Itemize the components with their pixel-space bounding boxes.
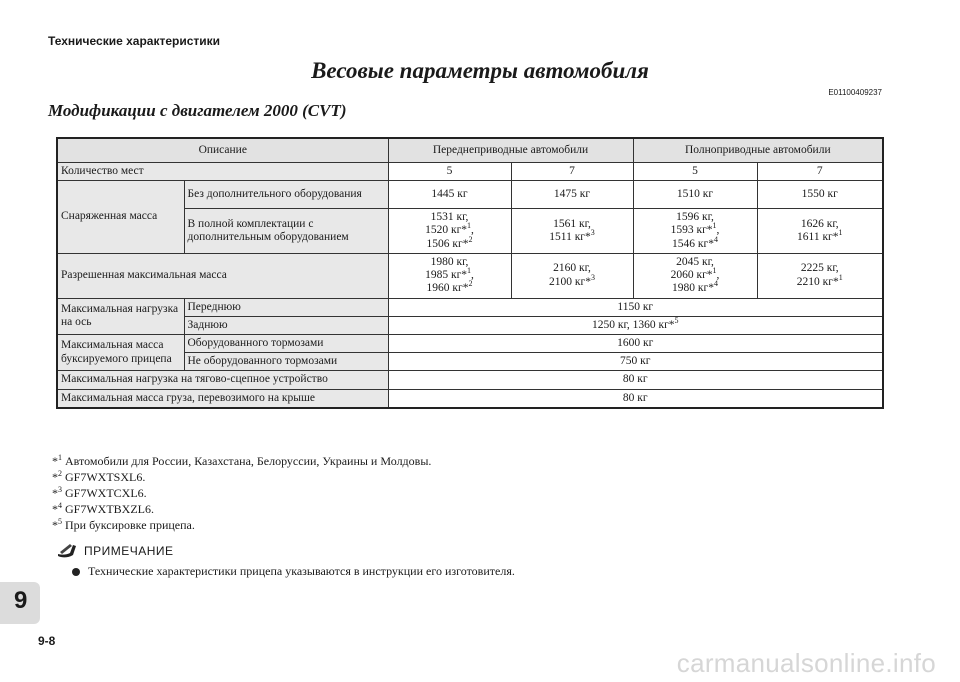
axle-rear-label: Заднюю bbox=[184, 316, 388, 334]
trailer-braked-label: Оборудованного тормозами bbox=[184, 334, 388, 352]
page-title: Весовые параметры автомобиля bbox=[311, 58, 649, 83]
table-row bbox=[57, 298, 883, 316]
curb-full-v2: 1561 кг, 1511 кг*$^3$ bbox=[511, 209, 633, 254]
curb-full-v3: 1596 кг, 1593 кг*$^1$, 1546 кг*$^4$ bbox=[633, 209, 757, 254]
footnotes bbox=[52, 453, 431, 533]
section-subtitle: Модификации с двигателем 2000 (CVT) bbox=[48, 101, 347, 120]
watermark: carmanualsonline.info bbox=[676, 648, 936, 678]
doc-code: E01100409237 bbox=[828, 88, 882, 97]
trailer-mass-label: Максимальная масса буксируемого прицепа bbox=[57, 334, 184, 370]
page-number: 9-8 bbox=[38, 634, 56, 648]
axle-front-label: Переднюю bbox=[184, 298, 388, 316]
table-row bbox=[57, 181, 883, 209]
seats-awd-5: 5 bbox=[633, 163, 757, 181]
table-row bbox=[57, 253, 883, 298]
curb-base-v3: 1510 кг bbox=[633, 181, 757, 209]
note-heading: ПРИМЕЧАНИЕ bbox=[56, 543, 174, 559]
footnote: *$^4$ GF7WXTBXZL6. bbox=[52, 501, 154, 516]
footnote: *$^2$ GF7WXTSXL6. bbox=[52, 469, 146, 484]
seats-fwd-5: 5 bbox=[388, 163, 511, 181]
header-fwd: Переднеприводные автомобили bbox=[388, 138, 633, 163]
table-row bbox=[57, 389, 883, 408]
curb-base-v2: 1475 кг bbox=[511, 181, 633, 209]
gross-v3: 2045 кг, 2060 кг*$^1$, 1980 кг*$^4$ bbox=[633, 253, 757, 298]
seats-awd-7: 7 bbox=[757, 163, 883, 181]
header-awd: Полноприводные автомобили bbox=[633, 138, 883, 163]
seats-label: Количество мест bbox=[57, 163, 388, 181]
gross-v2: 2160 кг, 2100 кг*$^3$ bbox=[511, 253, 633, 298]
footnote: *$^1$ Автомобили для России, Казахстана, Белоруссии, Украины и Молдовы. bbox=[52, 453, 432, 468]
chapter-tab: 9 bbox=[0, 582, 40, 624]
gross-v4: 2225 кг, 2210 кг*$^1$ bbox=[757, 253, 883, 298]
curb-full-label: В полной комплектации с дополнительным оборудованием bbox=[184, 209, 388, 254]
seats-fwd-7: 7 bbox=[511, 163, 633, 181]
trailer-unbraked-label: Не оборудованного тормозами bbox=[184, 353, 388, 371]
curb-full-v1: 1531 кг, 1520 кг*$^1$, 1506 кг*$^2$ bbox=[388, 209, 511, 254]
roof-load-value: 80 кг bbox=[388, 389, 883, 408]
hitch-load-value: 80 кг bbox=[388, 371, 883, 389]
weight-spec-table bbox=[56, 137, 884, 409]
bullet-icon bbox=[72, 568, 80, 576]
table-row bbox=[57, 163, 883, 181]
table-header-row bbox=[57, 138, 883, 163]
trailer-unbraked-value: 750 кг bbox=[388, 353, 883, 371]
roof-load-label: Максимальная масса груза, перевозимого на крыше bbox=[57, 389, 388, 408]
axle-front-value: 1150 кг bbox=[388, 298, 883, 316]
curb-base-v1: 1445 кг bbox=[388, 181, 511, 209]
note-item: Технические характеристики прицепа указываются в инструкции его изготовителя. bbox=[72, 564, 515, 579]
axle-load-label: Максимальная нагрузка на ось bbox=[57, 298, 184, 334]
axle-rear-value: 1250 кг, 1360 кг*$^5$ bbox=[388, 316, 883, 334]
running-head: Технические характеристики bbox=[48, 34, 221, 48]
hitch-load-label: Максимальная нагрузка на тягово-сцепное устройство bbox=[57, 371, 388, 389]
gross-mass-label: Разрешенная максимальная масса bbox=[57, 253, 388, 298]
pencil-note-icon bbox=[56, 543, 78, 559]
footnote: *$^3$ GF7WXTCXL6. bbox=[52, 485, 147, 500]
curb-mass-label: Снаряженная масса bbox=[57, 181, 184, 254]
curb-full-v4: 1626 кг, 1611 кг*$^1$ bbox=[757, 209, 883, 254]
curb-base-v4: 1550 кг bbox=[757, 181, 883, 209]
footnote: *$^5$ При буксировке прицепа. bbox=[52, 517, 195, 532]
table-row bbox=[57, 371, 883, 389]
curb-base-label: Без дополнительного оборудования bbox=[184, 181, 388, 209]
header-description: Описание bbox=[57, 138, 388, 163]
table-row bbox=[57, 334, 883, 352]
gross-v1: 1980 кг, 1985 кг*$^1$, 1960 кг*$^2$ bbox=[388, 253, 511, 298]
trailer-braked-value: 1600 кг bbox=[388, 334, 883, 352]
